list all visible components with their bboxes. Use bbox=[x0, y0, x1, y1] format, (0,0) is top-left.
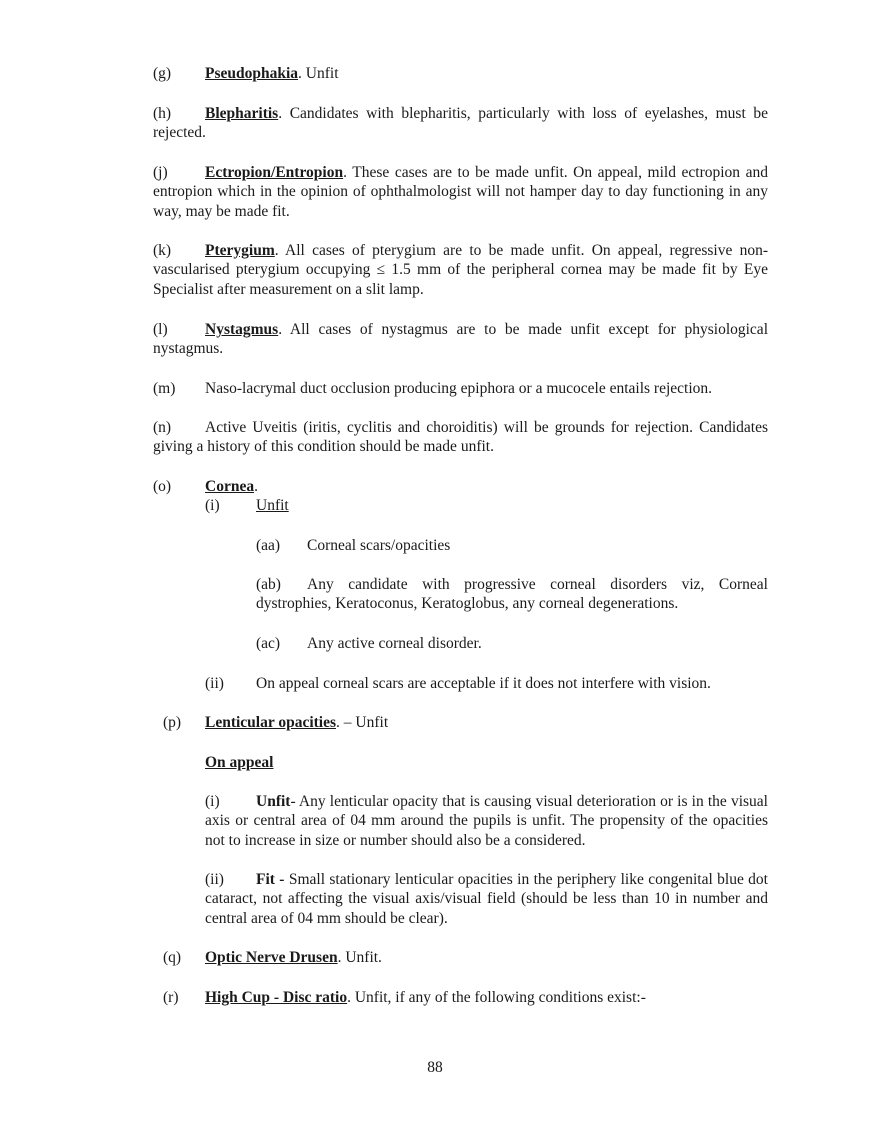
item-l bbox=[153, 320, 768, 359]
item-heading: Pseudophakia bbox=[205, 65, 299, 82]
item-h bbox=[153, 104, 768, 143]
item-k bbox=[153, 241, 768, 299]
item-text: . Candidates with blepharitis, particularly with loss of eyelashes, must be rejected. bbox=[153, 105, 768, 142]
item-label: (m) bbox=[153, 380, 176, 397]
item-o bbox=[153, 477, 768, 496]
item-heading: Pterygium bbox=[205, 242, 275, 259]
item-label: (k) bbox=[153, 242, 172, 259]
subitem-label: (ab) bbox=[256, 576, 281, 593]
item-text: . bbox=[254, 478, 258, 495]
item-heading: Lenticular opacities bbox=[205, 714, 337, 731]
page-number: 88 bbox=[427, 1059, 443, 1076]
subitem-text: Small stationary lenticular opacities in the periphery like congenital blue dot cataract, not affecting the visual axis/visual field (should be less than 10 in number and central area of 04 mm should be clear). bbox=[205, 871, 768, 927]
item-text: . – Unfit bbox=[336, 714, 389, 731]
item-p-i bbox=[205, 792, 768, 850]
item-heading: Cornea bbox=[205, 478, 255, 495]
subitem-label: (ac) bbox=[256, 635, 281, 652]
item-p bbox=[163, 713, 768, 732]
item-g bbox=[153, 64, 768, 83]
item-o-ii bbox=[205, 674, 768, 693]
item-o-aa bbox=[256, 536, 768, 555]
subitem-text: - Any lenticular opacity that is causing visual deterioration or is in the visual axis or central area of 04 mm around the pupils is unfit. The propensity of the opacities not to increase in size or number should also be a considered. bbox=[205, 793, 768, 849]
item-m bbox=[153, 379, 768, 398]
item-label: (j) bbox=[153, 164, 168, 181]
subitem-text: Any active corneal disorder. bbox=[307, 635, 482, 652]
item-label: (o) bbox=[153, 478, 172, 495]
item-label: (p) bbox=[163, 714, 182, 731]
item-label: (h) bbox=[153, 105, 172, 122]
subitem-text: Corneal scars/opacities bbox=[307, 537, 451, 554]
item-j bbox=[153, 163, 768, 221]
item-o-ab bbox=[256, 575, 768, 614]
item-label: (l) bbox=[153, 321, 168, 338]
item-text: . Unfit, if any of the following conditions exist:- bbox=[347, 989, 646, 1006]
subitem-label: (ii) bbox=[205, 675, 224, 692]
item-text: . These cases are to be made unfit. On appeal, mild ectropion and entropion which in the opinion of ophthalmologist will not hamper day to day functioning in any way, may be made fit. bbox=[153, 164, 768, 220]
subitem-text: Any candidate with progressive corneal disorders viz, Corneal dystrophies, Keratoconus, Keratoglobus, any corneal degenerations. bbox=[256, 576, 768, 613]
item-heading: Optic Nerve Drusen bbox=[205, 949, 338, 966]
item-heading: Ectropion/Entropion bbox=[205, 164, 344, 181]
subitem-text: On appeal corneal scars are acceptable if it does not interfere with vision. bbox=[256, 675, 711, 692]
item-n bbox=[153, 418, 768, 457]
item-r bbox=[163, 988, 768, 1007]
item-o-ac bbox=[256, 634, 768, 653]
subitem-text: Unfit bbox=[256, 497, 289, 514]
item-o-i bbox=[205, 496, 768, 515]
item-p-ii bbox=[205, 870, 768, 928]
subitem-label: (i) bbox=[205, 497, 220, 514]
item-label: (n) bbox=[153, 419, 172, 436]
subitem-bold: Unfit bbox=[256, 793, 291, 810]
item-heading: Nystagmus bbox=[205, 321, 279, 338]
subitem-label: (ii) bbox=[205, 871, 224, 888]
item-text: Naso-lacrymal duct occlusion producing epiphora or a mucocele entails rejection. bbox=[205, 380, 713, 397]
subitem-label: (aa) bbox=[256, 537, 281, 554]
item-q bbox=[163, 948, 768, 967]
item-label: (q) bbox=[163, 949, 182, 966]
item-text: . All cases of pterygium are to be made unfit. On appeal, regressive non-vascularised pterygium occupying ≤ 1.5 mm of the peripheral cornea may be made fit by Eye Specialist after measurement on a slit lamp. bbox=[153, 242, 768, 298]
item-heading: High Cup - Disc ratio bbox=[205, 989, 348, 1006]
on-appeal-heading: On appeal bbox=[205, 754, 274, 771]
item-text: . Unfit bbox=[298, 65, 339, 82]
item-text: . Unfit. bbox=[337, 949, 382, 966]
item-label: (r) bbox=[163, 989, 179, 1006]
item-label: (g) bbox=[153, 65, 172, 82]
subitem-bold: Fit - bbox=[256, 871, 285, 888]
item-text: Active Uveitis (iritis, cyclitis and choroiditis) will be grounds for rejection. Candidates giving a history of this condition should be made unfit. bbox=[153, 419, 768, 456]
subitem-label: (i) bbox=[205, 793, 220, 810]
item-text: . All cases of nystagmus are to be made unfit except for physiological nystagmus. bbox=[153, 321, 768, 358]
item-heading: Blepharitis bbox=[205, 105, 279, 122]
